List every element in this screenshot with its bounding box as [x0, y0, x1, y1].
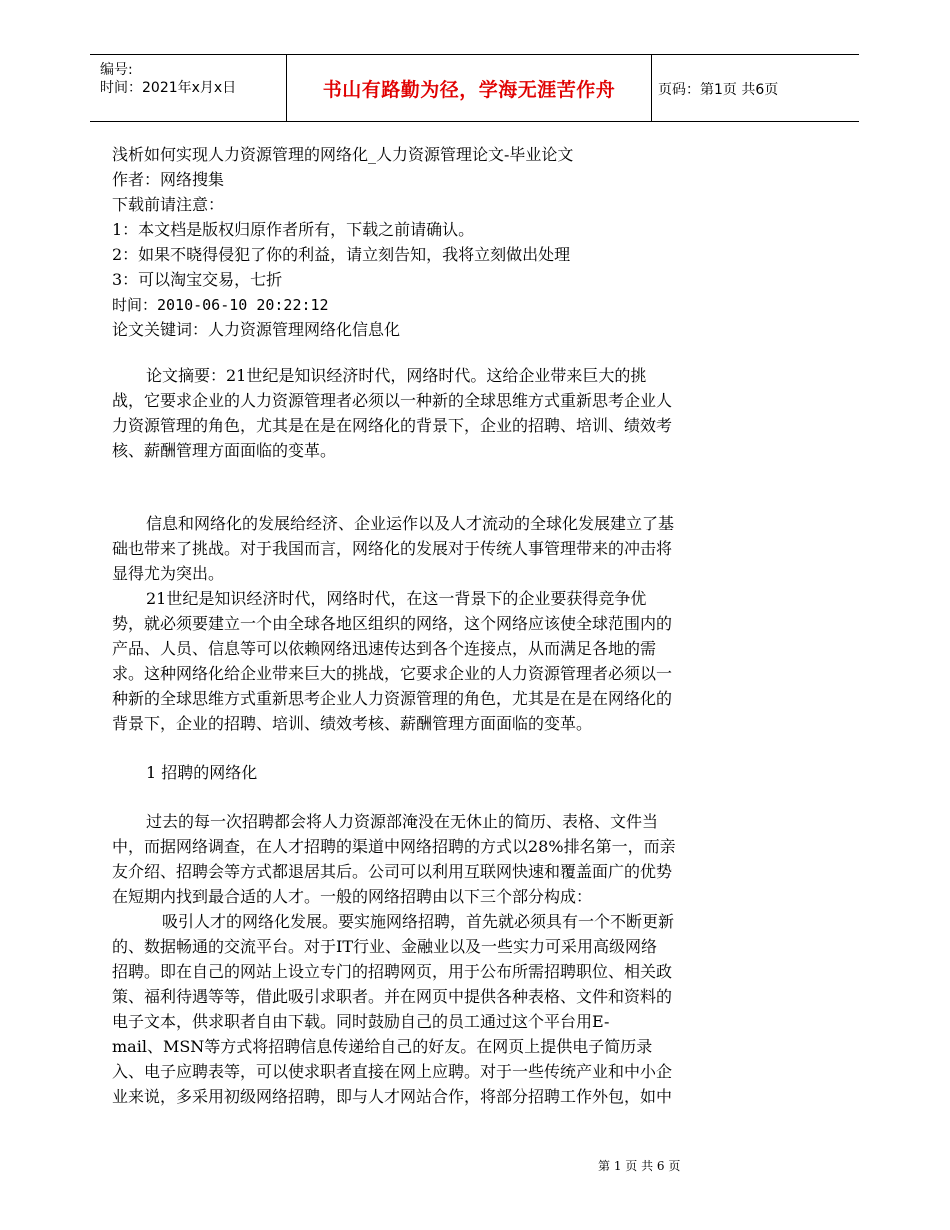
header-motto-cell — [286, 55, 652, 121]
body-line: 策、福利待遇等等，借此吸引求职者。并在网页中提供各种表格、文件和资料的 — [112, 987, 673, 1006]
body-line: 础也带来了挑战。对于我国而言，网络化的发展对于传统人事管理带来的冲击将 — [112, 539, 673, 558]
body-line: 中，而据网络调查，在人才招聘的渠道中网络招聘的方式以28%排名第一，而亲 — [112, 837, 676, 856]
body-line: mail、MSN等方式将招聘信息传递给自己的好友。在网页上提供电子简历录 — [112, 1037, 653, 1056]
keywords-line: 论文关键词：人力资源管理网络化信息化 — [112, 320, 401, 339]
number-label: 编号: — [100, 62, 133, 78]
body-line: 求。这种网络化给企业带来巨大的挑战，它要求企业的人力资源管理者必须以一 — [112, 664, 673, 683]
body-line: 吸引人才的网络化发展。要实施网络招聘，首先就必须具有一个不断更新 — [162, 912, 675, 931]
page-info: 页码：第1页 共6页 — [658, 82, 779, 98]
author-line: 作者：网络搜集 — [112, 170, 225, 189]
body-line: 背景下，企业的招聘、培训、绩效考核、薪酬管理方面面临的变革。 — [112, 714, 593, 733]
body-line: 种新的全球思维方式重新思考企业人力资源管理的角色，尤其是在是在网络化的 — [112, 689, 673, 708]
document-title: 浅析如何实现人力资源管理的网络化_人力资源管理论文-毕业论文 — [112, 145, 574, 164]
abstract-line: 论文摘要：21世纪是知识经济时代，网络时代。这给企业带来巨大的挑 — [146, 366, 647, 385]
notice-heading: 下载前请注意： — [112, 195, 225, 214]
page-footer: 第 1 页 共 6 页 — [598, 1159, 681, 1173]
header-left-cell — [90, 55, 286, 121]
abstract-line: 核、薪酬管理方面面临的变革。 — [112, 441, 337, 460]
body-line: 信息和网络化的发展给经济、企业运作以及人才流动的全球化发展建立了基 — [146, 514, 675, 533]
body-line: 在短期内找到最合适的人才。一般的网络招聘由以下三个部分构成： — [112, 887, 593, 906]
body-line: 21世纪是知识经济时代，网络时代，在这一背景下的企业要获得竞争优 — [146, 589, 647, 608]
notice-item-2: 2：如果不晓得侵犯了你的利益，请立刻告知，我将立刻做出处理 — [112, 245, 571, 264]
time-line: 时间：2010-06-10 20:22:12 — [112, 296, 329, 314]
notice-item-1: 1：本文档是版权归原作者所有，下载之前请确认。 — [112, 220, 475, 239]
abstract-line: 战，它要求企业的人力资源管理者必须以一种新的全球思维方式重新思考企业人 — [112, 391, 673, 410]
section-heading: 1 招聘的网络化 — [146, 763, 258, 782]
body-line: 招聘。即在自己的网站上设立专门的招聘网页，用于公布所需招聘职位、相关政 — [112, 962, 673, 981]
body-line: 业来说，多采用初级网络招聘，即与人才网站合作，将部分招聘工作外包，如中 — [112, 1087, 673, 1106]
body-line: 产品、人员、信息等可以依赖网络迅速传达到各个连接点，从而满足各地的需 — [112, 639, 657, 658]
body-line: 显得尤为突出。 — [112, 564, 225, 583]
motto-text: 书山有路勤为径，学海无涯苦作舟 — [322, 78, 616, 101]
body-line: 势，就必须要建立一个由全球各地区组织的网络，这个网络应该使全球范围内的 — [112, 614, 673, 633]
document-header — [90, 54, 859, 122]
body-line: 友介绍、招聘会等方式都退居其后。公司可以利用互联网快速和覆盖面广的优势 — [112, 862, 673, 881]
notice-item-3: 3：可以淘宝交易，七折 — [112, 270, 283, 289]
body-line: 入、电子应聘表等，可以使求职者直接在网上应聘。对于一些传统产业和中小企 — [112, 1062, 673, 1081]
body-line: 电子文本，供求职者自由下载。同时鼓励自己的员工通过这个平台用E- — [112, 1012, 610, 1031]
date-label: 时间：2021年x月x日 — [100, 80, 237, 96]
abstract-line: 力资源管理的角色，尤其是在是在网络化的背景下，企业的招聘、培训、绩效考 — [112, 416, 673, 435]
body-line: 的、数据畅通的交流平台。对于IT行业、金融业以及一些实力可采用高级网络 — [112, 937, 657, 956]
body-line: 过去的每一次招聘都会将人力资源部淹没在无休止的简历、表格、文件当 — [146, 812, 659, 831]
